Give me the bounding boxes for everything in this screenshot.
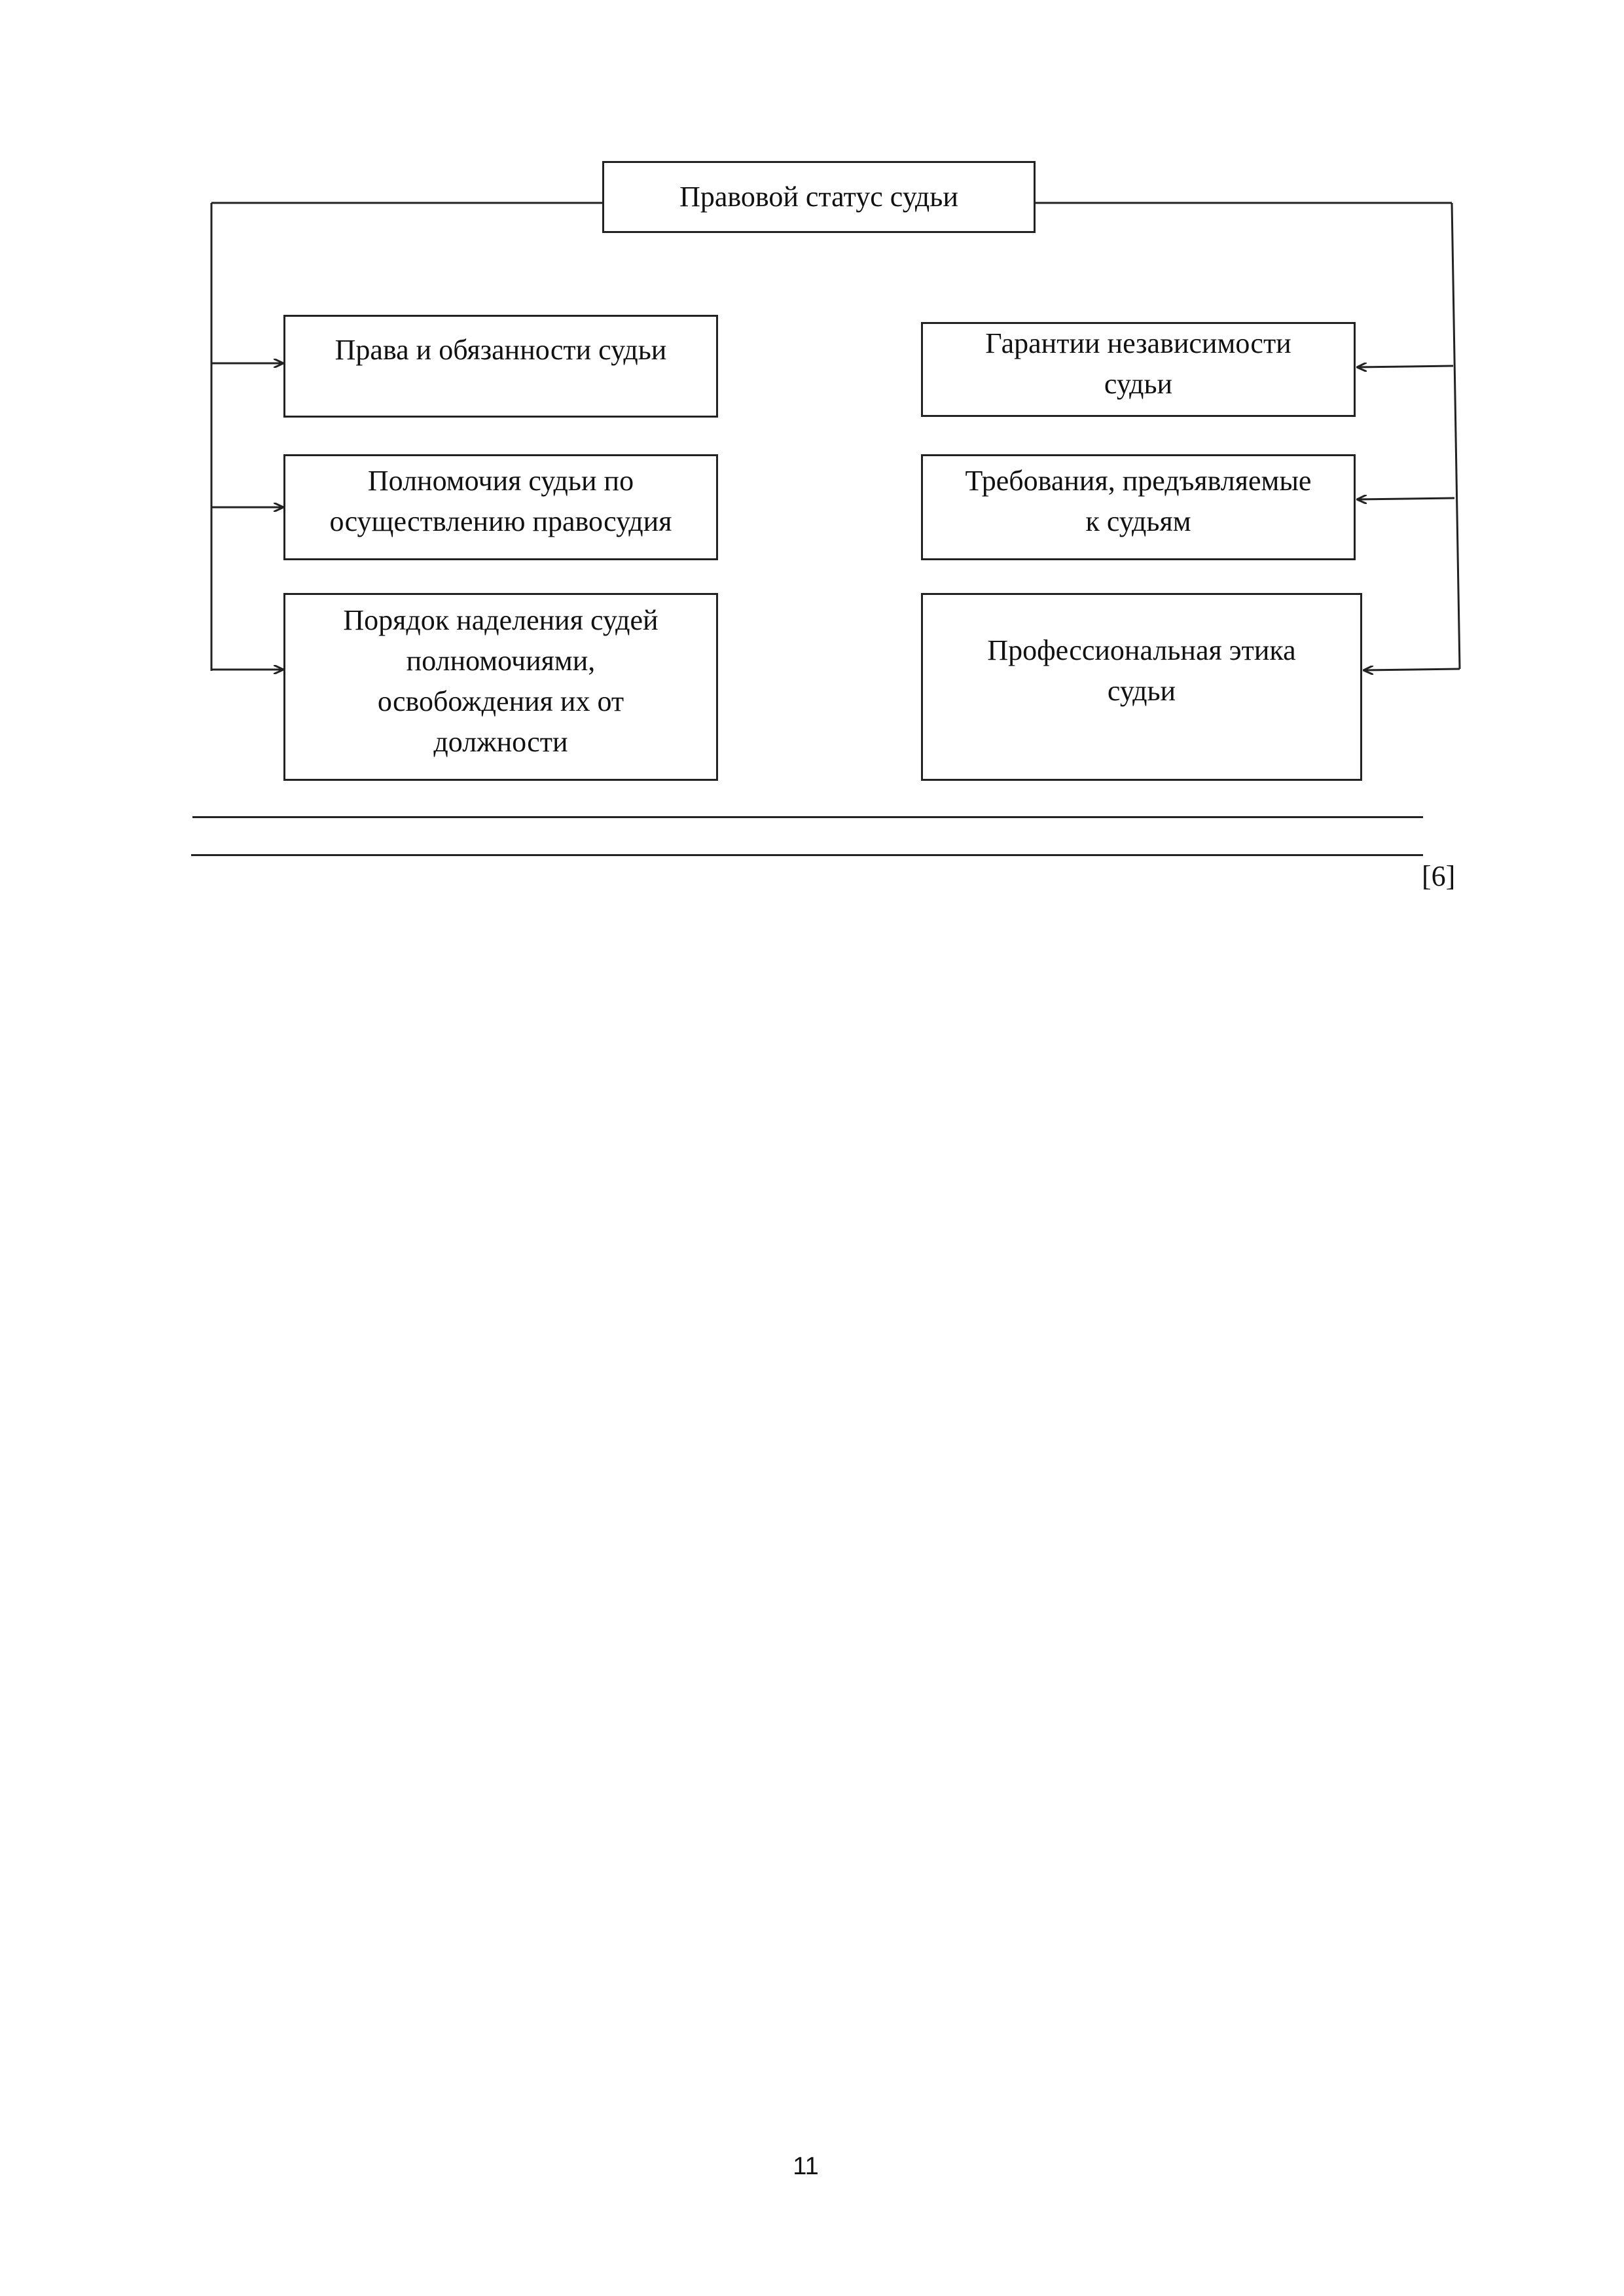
arrow-to-right-2 <box>1357 498 1454 499</box>
connector-right-vertical <box>1452 203 1460 669</box>
right-node-requirements-label: Требования, предъявляемые к судьям <box>965 465 1312 537</box>
root-node <box>602 161 1036 233</box>
right-node-professional-ethics <box>921 593 1362 781</box>
arrow-to-right-3 <box>1363 669 1460 670</box>
page-number: 11 <box>793 2153 819 2180</box>
right-node-requirements <box>921 454 1356 560</box>
right-node-independence-guarantees <box>921 322 1356 417</box>
left-node-appointment-procedure <box>283 593 718 781</box>
left-node-rights-duties-label: Права и обязанности судьи <box>334 334 667 366</box>
left-node-powers-label: Полномочия судьи по осуществлению правосудия <box>329 465 672 537</box>
right-node-independence-guarantees-label: Гарантии независимости судьи <box>985 327 1291 400</box>
left-node-appointment-procedure-label: Порядок наделения судей полномочиями, освобождения их от должности <box>343 603 659 758</box>
horizontal-rule-1 <box>192 816 1423 818</box>
root-node-label: Правовой статус судьи <box>679 181 958 213</box>
horizontal-rule-2 <box>191 854 1423 856</box>
right-node-professional-ethics-label: Профессиональная этика судьи <box>987 634 1296 707</box>
left-node-rights-duties <box>283 315 718 418</box>
left-node-powers <box>283 454 718 560</box>
citation-reference: [6] <box>1422 860 1456 892</box>
arrow-to-right-1 <box>1357 366 1453 367</box>
